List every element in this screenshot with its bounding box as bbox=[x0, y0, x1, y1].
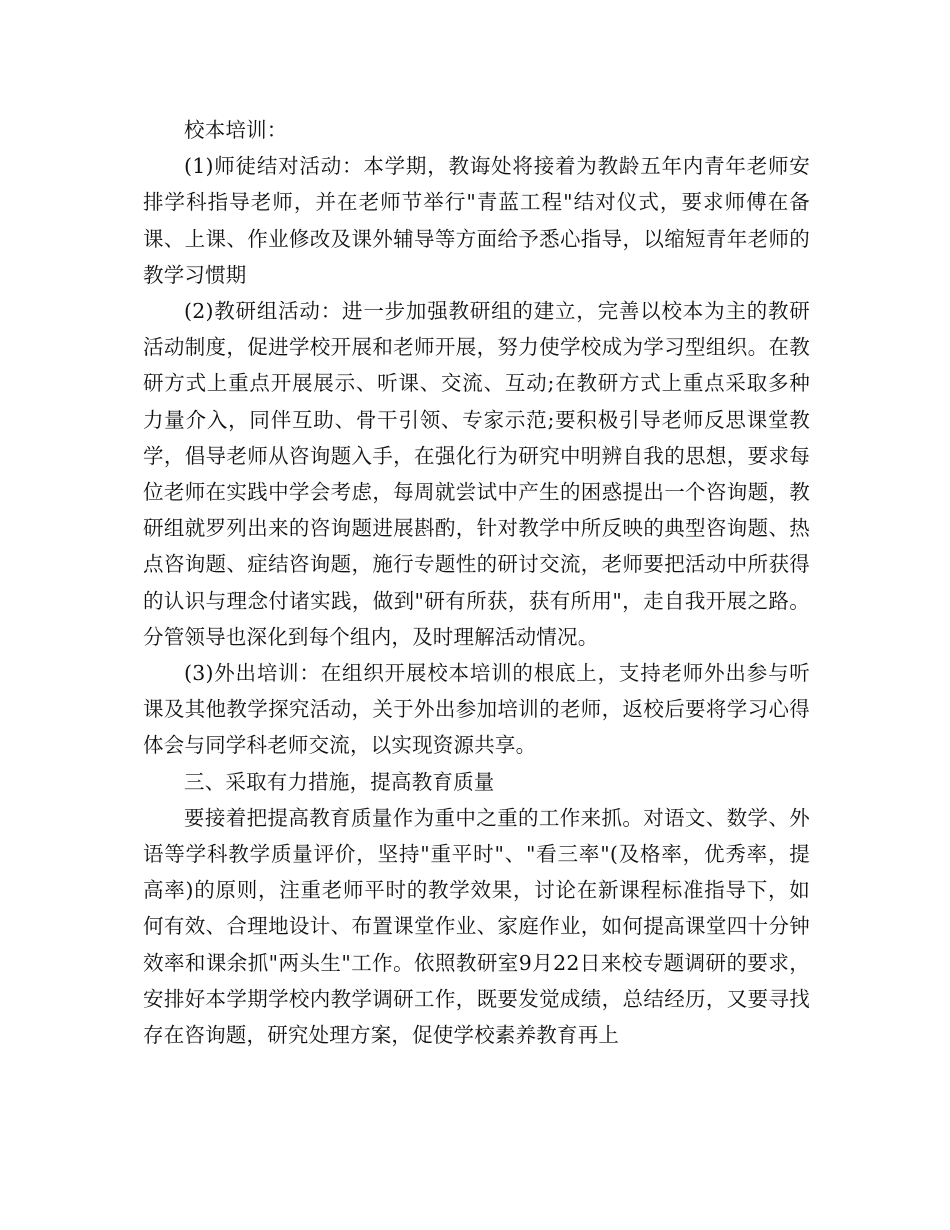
section-heading-quality-measures: 三、采取有力措施，提高教育质量 bbox=[184, 769, 495, 794]
section-heading-school-training: 校本培训： bbox=[184, 118, 288, 142]
paragraph-education-quality: 要接着把提高教育质量作为重中之重的工作来抓。对语文、数学、外语等学科教学质量评价，坚持"重平时"、"看三率"(及格率，优秀率，提高率)的原则，注重老师平时的教学效果，讨论在新课程标准指导下，如何有效、合理地设计、布置课堂作业、家庭作业，如何提高课堂四十分钟效率和课余抓"两头生"工作。依照教研室9月22日来校专题调研的要求，安排好本学期学校内教学调研工作，既要发觉成绩，总结经历，又要寻找存在咨询题，研究处理方案，促使学校素养教育再上 bbox=[143, 805, 810, 1048]
paragraph-mentorship: (1)师徒结对活动：本学期，教诲处将接着为教龄五年内青年老师安排学科指导老师，并在老师节举行"青蓝工程"结对仪式，要求师傅在备课、上课、作业修改及课外辅导等方面给予悉心指导，以缩短青年老师的教学习惯期 bbox=[143, 154, 810, 287]
paragraph-external-training: (3)外出培训：在组织开展校本培训的根底上，支持老师外出参与听课及其他教学探究活动，关于外出参加培训的老师，返校后要将学习心得体会与同学科老师交流，以实现资源共享。 bbox=[143, 661, 810, 758]
document-page bbox=[143, 112, 810, 1053]
paragraph-teaching-research-group: (2)教研组活动：进一步加强教研组的建立，完善以校本为主的教研活动制度，促进学校开展和老师开展，努力使学校成为学习型组织。在教研方式上重点开展展示、听课、交流、互动;在教研方式上重点采取多种力量介入，同伴互助、骨干引领、专家示范;要积极引导老师反思课堂教学，倡导老师从咨询题入手，在强化行为研究中明辨自我的思想，要求每位老师在实践中学会考虑，每周就尝试中产生的困惑提出一个咨询题，教研组就罗列出来的咨询题进展斟酌，针对教学中所反映的典型咨询题、热点咨询题、症结咨询题，施行专题性的研讨交流，老师要把活动中所获得的认识与理念付诸实践，做到"研有所获，获有所用"，走自我开展之路。分管领导也深化到每个组内，及时理解活动情况。 bbox=[143, 299, 810, 649]
